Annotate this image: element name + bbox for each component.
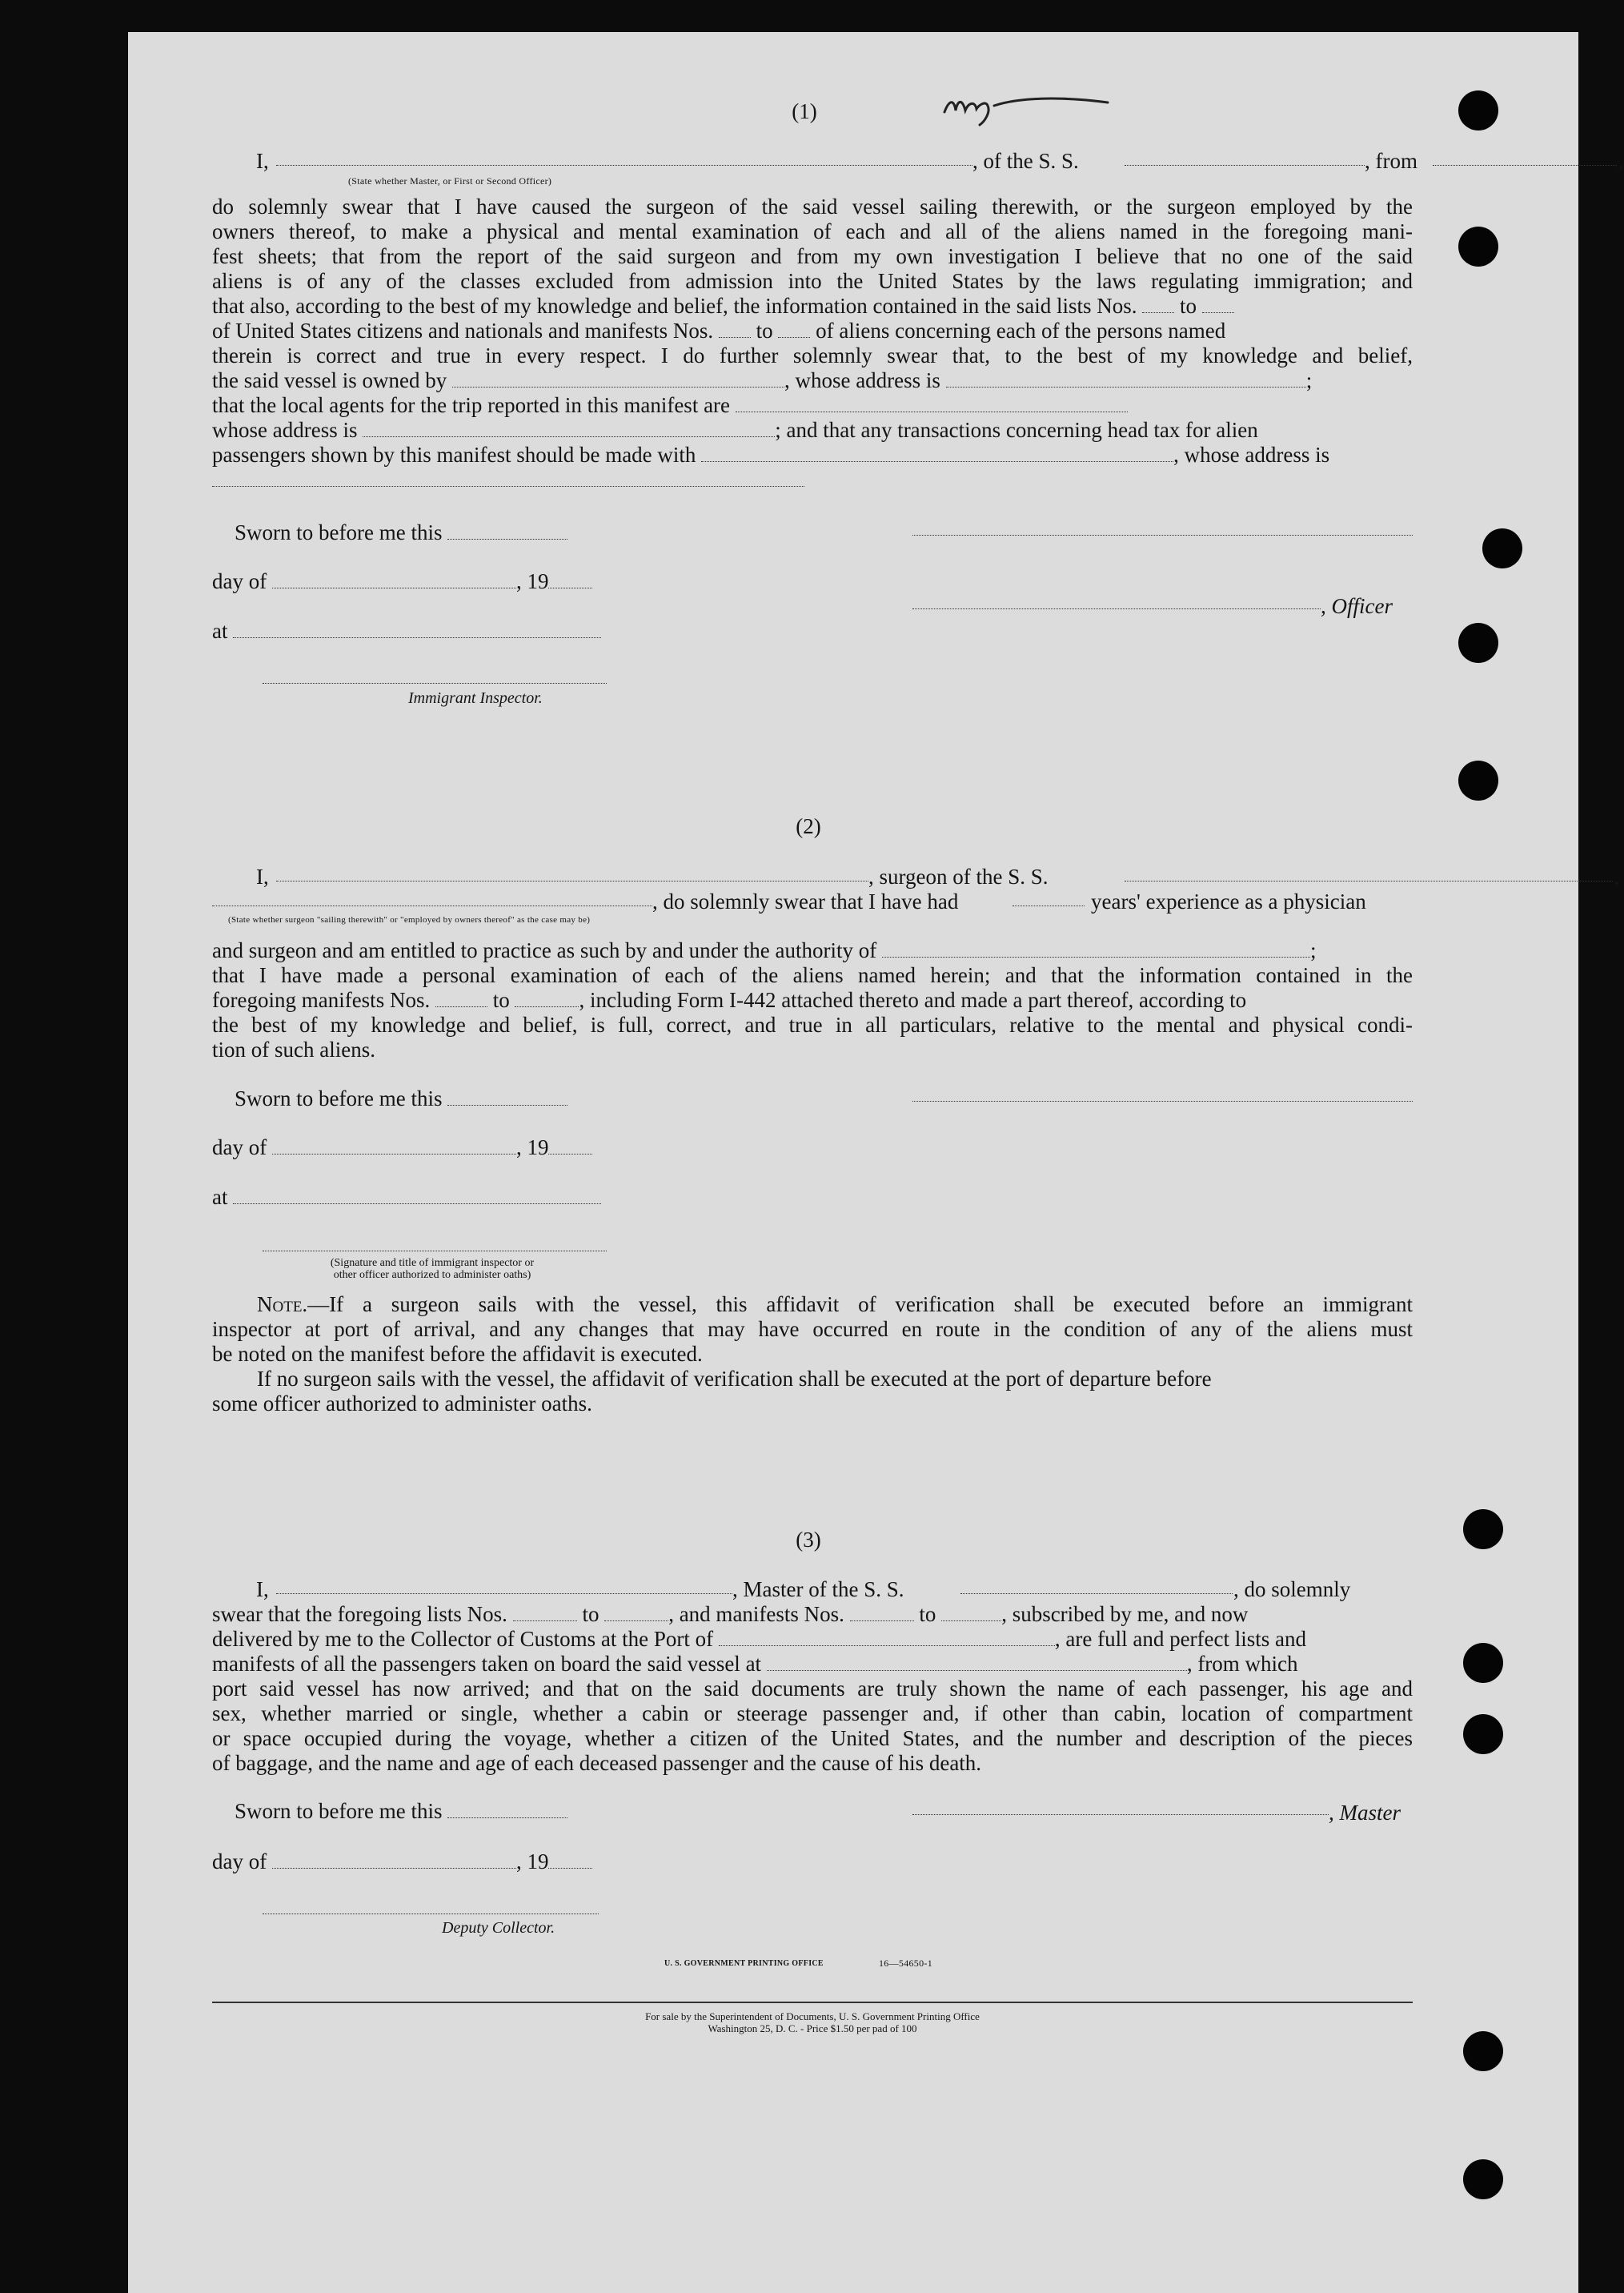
collector-label: Deputy Collector. bbox=[442, 1919, 555, 1937]
s2-line-4: that I have made a personal examination of each of the aliens named herein; and that the information contained in the bbox=[212, 963, 1413, 987]
s3-manifests-from-field[interactable] bbox=[850, 1604, 914, 1621]
s2-line-6: the best of my knowledge and belief, is full, correct, and true in all particulars, relative to the mental and physical condi- bbox=[212, 1013, 1413, 1037]
s3-dayof: day of , 19 bbox=[212, 1849, 1413, 1874]
s2-line-2: , do solemnly swear that I have had years' experience as a physician bbox=[212, 889, 1413, 914]
form-number: 16—54650-1 bbox=[879, 1958, 932, 1969]
s2-line-3: and surgeon and am entitled to practice as such by and under the authority of ; bbox=[212, 938, 1317, 962]
s3-line-2: swear that the foregoing lists Nos. to , and manifests Nos. to , subscribed by me, and now bbox=[212, 1602, 1249, 1626]
punch-hole bbox=[1458, 761, 1498, 801]
s2-sworn-date-field[interactable] bbox=[447, 1089, 567, 1106]
s2-line-7: tion of such aliens. bbox=[212, 1038, 375, 1062]
owner-address-field[interactable] bbox=[946, 371, 1306, 388]
footer-rule bbox=[212, 2002, 1413, 2003]
s1-line-3: owners thereof, to make a physical and mental examination of each and all of the aliens named in the foregoing mani- bbox=[212, 219, 1413, 243]
s2-manifests-to-field[interactable] bbox=[515, 990, 579, 1007]
agents-address-field[interactable] bbox=[363, 420, 775, 437]
from-port-field[interactable] bbox=[1433, 149, 1617, 166]
s3-line-4: manifests of all the passengers taken on board the said vessel at , from which bbox=[212, 1652, 1298, 1676]
lists-to-field[interactable] bbox=[1202, 296, 1234, 313]
s2-month-field[interactable] bbox=[272, 1138, 516, 1155]
boarding-port-field[interactable] bbox=[767, 1654, 1187, 1671]
headtax-field[interactable] bbox=[701, 445, 1173, 462]
s3-year-field[interactable] bbox=[548, 1852, 592, 1869]
master-name-field[interactable] bbox=[276, 1577, 732, 1594]
punch-hole bbox=[1463, 1509, 1503, 1549]
inspector-label: Immigrant Inspector. bbox=[408, 689, 543, 707]
punch-hole bbox=[1458, 227, 1498, 267]
section-1-heading: (1) bbox=[792, 99, 817, 123]
punch-hole bbox=[1463, 2031, 1503, 2071]
headtax-address-field[interactable] bbox=[212, 486, 804, 487]
note-line-2: inspector at port of arrival, and any changes that may have occurred en route in the condition of any of the aliens must bbox=[212, 1317, 1413, 1341]
years-experience-field[interactable] bbox=[1012, 889, 1085, 906]
note-line-4: If no surgeon sails with the vessel, the affidavit of verification shall be executed at the port of departure before bbox=[257, 1367, 1212, 1391]
s3-month-field[interactable] bbox=[272, 1852, 516, 1869]
s3-line-7: or space occupied during the voyage, whether a citizen of the United States, and the number and description of the pieces bbox=[212, 1726, 1413, 1750]
s1-line-9: the said vessel is owned by , whose address is ; bbox=[212, 368, 1313, 392]
s1-line-1: I, , of the S. S. , from , bbox=[256, 149, 1624, 173]
note-line-3: be noted on the manifest before the affidavit is executed. bbox=[212, 1342, 703, 1366]
s3-sworn: Sworn to before me this bbox=[212, 1799, 1413, 1824]
s1-hint: (State whether Master, or First or Second Officer) bbox=[348, 175, 552, 187]
s1-line-5: aliens is of any of the classes excluded from admission into the United States by the laws regulating immigration; and bbox=[212, 269, 1413, 293]
s2-at: at bbox=[212, 1185, 1413, 1210]
punch-hole bbox=[1463, 1643, 1503, 1683]
sale-notice: For sale by the Superintendent of Documents, U. S. Government Printing Office Washington 25, D. C. - Price $1.50 per pad of 100 bbox=[645, 2010, 980, 2034]
handwritten-mark bbox=[938, 82, 1114, 130]
s2-at-field[interactable] bbox=[233, 1187, 601, 1204]
master-label: , Master bbox=[1329, 1801, 1401, 1825]
printer-imprint: U. S. GOVERNMENT PRINTING OFFICE bbox=[664, 1959, 824, 1968]
agents-field[interactable] bbox=[736, 396, 1128, 412]
officer-signature-line[interactable] bbox=[912, 535, 1413, 536]
s1-line-8: therein is correct and true in every respect. I do further solemnly swear that, to the best of my knowledge and belief, bbox=[212, 343, 1413, 367]
s3-line-5: port said vessel has now arrived; and that on the said documents are truly shown the name of each passenger, his age and bbox=[212, 1677, 1413, 1701]
s3-lists-from-field[interactable] bbox=[513, 1604, 577, 1621]
s2-year-field[interactable] bbox=[548, 1138, 592, 1155]
s2-manifests-from-field[interactable] bbox=[435, 990, 487, 1007]
manifests-from-field[interactable] bbox=[719, 321, 751, 338]
s1-sworn-date-field[interactable] bbox=[447, 523, 567, 540]
s1-line-11: whose address is ; and that any transactions concerning head tax for alien bbox=[212, 418, 1258, 442]
manifests-to-field[interactable] bbox=[778, 321, 810, 338]
officer-name-field[interactable] bbox=[276, 149, 972, 166]
punch-hole bbox=[1463, 2159, 1503, 2199]
note-line-5: some officer authorized to administer oaths. bbox=[212, 1391, 592, 1416]
s1-line-12: passengers shown by this manifest should be made with , whose address is bbox=[212, 443, 1330, 467]
s3-sworn-date-field[interactable] bbox=[447, 1801, 567, 1818]
s1-at-field[interactable] bbox=[233, 621, 601, 638]
officer-label: , Officer bbox=[1321, 594, 1393, 618]
s1-sworn: Sworn to before me this bbox=[212, 520, 1413, 545]
punch-hole bbox=[1482, 528, 1522, 568]
s1-line-6: that also, according to the best of my knowledge and belief, the information contained in the said lists Nos. to bbox=[212, 294, 1413, 319]
punch-hole bbox=[1458, 90, 1498, 131]
section-2-heading: (2) bbox=[796, 814, 821, 838]
inspector-signature-line[interactable] bbox=[263, 683, 607, 684]
section-3-heading: (3) bbox=[796, 1528, 821, 1552]
s1-line-4: fest sheets; that from the report of the said surgeon and from my own investigation I believe that no one of the said bbox=[212, 244, 1413, 268]
s2-line-5: foregoing manifests Nos. to , including Form I-442 attached thereto and made a part thereof, according to bbox=[212, 988, 1247, 1012]
s2-line-1: I, , surgeon of the S. S. , bbox=[256, 865, 1620, 889]
officer-title-line[interactable] bbox=[912, 608, 1321, 609]
vessel-name-field[interactable] bbox=[1125, 149, 1365, 166]
s1-line-7: of United States citizens and nationals and manifests Nos. to of aliens concerning each of the persons named bbox=[212, 319, 1226, 343]
surgeon-name-field[interactable] bbox=[276, 865, 868, 881]
surgeon-vessel-field[interactable] bbox=[1125, 865, 1613, 881]
s1-dayof: day of , 19 bbox=[212, 569, 1413, 594]
s3-manifests-to-field[interactable] bbox=[941, 1604, 1001, 1621]
master-vessel-field[interactable] bbox=[960, 1577, 1233, 1594]
s3-line-8: of baggage, and the name and age of each deceased passenger and the cause of his death. bbox=[212, 1751, 982, 1775]
authority-field[interactable] bbox=[882, 941, 1310, 958]
punch-hole bbox=[1463, 1714, 1503, 1754]
s1-at: at bbox=[212, 619, 1413, 644]
surgeon-signature-line[interactable] bbox=[912, 1101, 1413, 1102]
s3-lists-to-field[interactable] bbox=[604, 1604, 668, 1621]
s1-line-2: do solemnly swear that I have caused the surgeon of the said vessel sailing therewith, or the surgeon employed by the bbox=[212, 195, 1413, 219]
s1-year-field[interactable] bbox=[548, 572, 592, 588]
s2-sig-hint: (Signature and title of immigrant inspector or other officer authorized to administer oaths) bbox=[330, 1257, 535, 1281]
s2-hint: (State whether surgeon "sailing therewith" or "employed by owners thereof" as the case may be) bbox=[228, 915, 591, 925]
s3-line-3: delivered by me to the Collector of Customs at the Port of , are full and perfect lists and bbox=[212, 1627, 1307, 1651]
lists-from-field[interactable] bbox=[1142, 296, 1174, 313]
s1-line-10: that the local agents for the trip reported in this manifest are bbox=[212, 393, 1413, 418]
owner-field[interactable] bbox=[452, 371, 784, 388]
surgeon-status-field[interactable] bbox=[212, 889, 652, 906]
s2-dayof: day of , 19 bbox=[212, 1135, 1413, 1160]
s1-month-field[interactable] bbox=[272, 572, 516, 588]
s2-sworn: Sworn to before me this bbox=[212, 1086, 1413, 1111]
s3-line-1: I, , Master of the S. S. , do solemnly bbox=[256, 1577, 1351, 1601]
note-line-1: Note.—If a surgeon sails with the vessel, this affidavit of verification shall be executed before an immigrant bbox=[257, 1292, 1413, 1316]
port-field[interactable] bbox=[719, 1629, 1055, 1646]
s3-line-6: sex, whether married or single, whether a cabin or steerage passenger and, if other than cabin, location of compartment bbox=[212, 1701, 1413, 1725]
punch-hole bbox=[1458, 623, 1498, 663]
master-signature-line[interactable] bbox=[912, 1814, 1329, 1815]
